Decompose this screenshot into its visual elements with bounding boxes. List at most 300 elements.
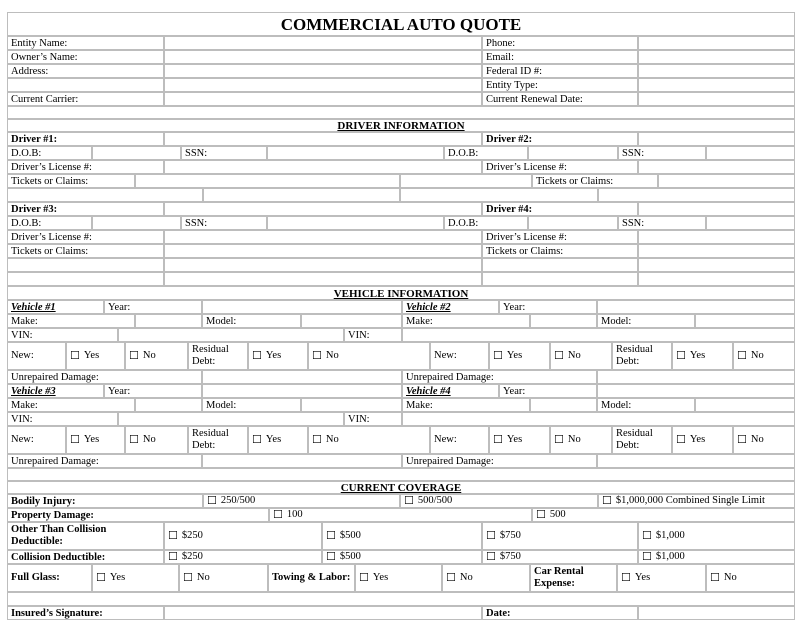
ssn-label (618, 146, 706, 160)
year-label-label: Year: (503, 302, 526, 313)
model-input[interactable] (301, 314, 402, 328)
entity-field-input[interactable] (164, 64, 482, 78)
entity-field-input[interactable] (638, 78, 795, 92)
checkbox-label: 500 (549, 509, 566, 520)
entity-field-label-label: Entity Type: (486, 80, 538, 91)
driver-name-input[interactable] (638, 132, 795, 146)
make-input[interactable] (135, 398, 202, 412)
dob-input[interactable] (92, 216, 181, 230)
checkbox-label: Yes (506, 434, 523, 445)
unrepaired-damage-label-label: Unrepaired Damage: (11, 372, 99, 383)
new-label (430, 342, 489, 370)
license-label-label: Driver’s License #: (486, 232, 567, 243)
year-input[interactable] (202, 300, 402, 314)
checkbox[interactable]: ☐ (493, 349, 503, 362)
checkbox[interactable]: ☐ (129, 433, 139, 446)
checkbox-label: 100 (286, 509, 303, 520)
unrepaired-damage-input[interactable] (597, 454, 795, 468)
unrepaired-damage-input[interactable] (597, 370, 795, 384)
car-rental-label (530, 564, 617, 592)
residual-debt-label (612, 426, 672, 454)
residual-debt-label (612, 342, 672, 370)
checkbox[interactable]: ☐ (252, 433, 262, 446)
checkbox-label: No (325, 434, 339, 445)
residual-debt-label-label: Residual Debt: (192, 344, 229, 367)
dob-input[interactable] (528, 146, 618, 160)
license-label (482, 230, 638, 244)
debt-no-option (733, 342, 795, 370)
entity-field-input[interactable] (164, 36, 482, 50)
debt-no-option (308, 342, 430, 370)
checkbox-label: $250 (181, 551, 203, 562)
vin-input[interactable] (118, 328, 344, 342)
checkbox[interactable]: ☐ (737, 349, 747, 362)
make-input[interactable] (530, 398, 597, 412)
vehicle-label (402, 300, 499, 314)
year-input[interactable] (597, 300, 795, 314)
pd-option (269, 508, 532, 522)
new-yes-option (66, 426, 125, 454)
entity-field-label-label: Address: (11, 66, 49, 77)
tickets-input[interactable] (7, 272, 164, 286)
model-label-label: Model: (601, 400, 632, 411)
residual-debt-label-label: Residual Debt: (616, 428, 653, 451)
checkbox-label: $1,000 (655, 530, 685, 541)
entity-field-label (7, 50, 164, 64)
make-label-label: Make: (406, 400, 433, 411)
checkbox[interactable]: ☐ (621, 571, 631, 584)
collision-deductible-option (164, 550, 322, 564)
dob-input[interactable] (528, 216, 618, 230)
checkbox-label: Yes (506, 350, 523, 361)
make-label-label: Make: (406, 316, 433, 327)
entity-field-input[interactable] (164, 92, 482, 106)
checkbox[interactable]: ☐ (312, 349, 322, 362)
tickets-label (7, 244, 164, 258)
ssn-label-label: SSN: (622, 148, 645, 159)
checkbox[interactable]: ☐ (554, 349, 564, 362)
tickets-input[interactable] (7, 188, 203, 202)
ssn-input[interactable] (706, 146, 795, 160)
entity-field-label-label: Email: (486, 52, 514, 63)
year-input[interactable] (202, 384, 402, 398)
entity-field-label (482, 78, 638, 92)
driver-name-input[interactable] (638, 202, 795, 216)
checkbox-label: Yes (109, 572, 126, 583)
checkbox-label: Yes (372, 572, 389, 583)
section-heading-vehicle (7, 286, 795, 300)
checkbox[interactable]: ☐ (676, 349, 686, 362)
signature-label-label: Insured’s Signature: (11, 608, 103, 619)
vin-label-label: VIN: (11, 414, 33, 425)
tickets-input[interactable] (638, 244, 795, 258)
checkbox[interactable]: ☐ (96, 571, 106, 584)
checkbox[interactable]: ☐ (554, 433, 564, 446)
unrepaired-damage-label (402, 454, 597, 468)
form-title-label: COMMERCIAL AUTO QUOTE (280, 15, 522, 34)
license-label-label: Driver’s License #: (486, 162, 567, 173)
checkbox-label: No (196, 572, 210, 583)
vehicle-label (402, 384, 499, 398)
unrepaired-damage-input[interactable] (202, 454, 402, 468)
checkbox-label: Yes (265, 434, 282, 445)
driver-label (7, 132, 164, 146)
make-label (402, 398, 530, 412)
year-label (104, 300, 202, 314)
section-heading-driver-label: DRIVER INFORMATION (337, 120, 465, 132)
bodily-injury-label-label: Bodily Injury: (11, 496, 76, 507)
checkbox[interactable]: ☐ (70, 349, 80, 362)
driver-name-input[interactable] (164, 202, 482, 216)
checkbox-label: No (142, 350, 156, 361)
residual-debt-label-label: Residual Debt: (192, 428, 229, 451)
driver-label-label: Driver #3: (11, 204, 58, 215)
new-label (7, 426, 66, 454)
collision-deductible-label-label: Collision Deductible: (11, 552, 106, 563)
checkbox-label: $500 (339, 551, 361, 562)
year-input[interactable] (597, 384, 795, 398)
unrepaired-damage-label-label: Unrepaired Damage: (406, 372, 494, 383)
bi-option (400, 494, 598, 508)
vehicle-label-label: Vehicle #3 (11, 386, 56, 397)
towing-label-label: Towing & Labor: (272, 572, 351, 583)
tickets-input[interactable] (638, 272, 795, 286)
full-glass-label (7, 564, 92, 592)
driver-label (482, 132, 638, 146)
unrepaired-damage-input[interactable] (202, 370, 402, 384)
vin-input[interactable] (118, 412, 344, 426)
checkbox-label: Yes (689, 350, 706, 361)
otc-deductible-option (482, 522, 638, 550)
entity-field-input[interactable] (638, 36, 795, 50)
license-input[interactable] (638, 160, 795, 174)
vin-label (344, 328, 402, 342)
ssn-label-label: SSN: (185, 148, 208, 159)
checkbox[interactable]: ☐ (326, 550, 336, 563)
year-label (499, 384, 597, 398)
collision-deductible-option (638, 550, 795, 564)
tickets-input[interactable] (164, 258, 482, 272)
driver-label-label: Driver #1: (11, 134, 58, 145)
checkbox[interactable]: ☐ (446, 571, 456, 584)
tickets-input[interactable] (135, 174, 400, 188)
checkbox-label: No (723, 572, 737, 583)
entity-field-input[interactable] (638, 92, 795, 106)
vehicle-label-label: Vehicle #2 (406, 302, 451, 313)
vehicle-label-label: Vehicle #4 (406, 386, 451, 397)
debt-yes-option (248, 426, 308, 454)
ssn-input[interactable] (706, 216, 795, 230)
property-damage-label (7, 508, 269, 522)
debt-yes-option (248, 342, 308, 370)
checkbox-label: Yes (265, 350, 282, 361)
tickets-label (532, 174, 658, 188)
collision-deductible-option (322, 550, 482, 564)
ssn-label-label: SSN: (185, 218, 208, 229)
bodily-injury-label (7, 494, 203, 508)
tickets-label (482, 244, 638, 258)
tickets-label-label: Tickets or Claims: (486, 246, 564, 257)
form-title (7, 12, 795, 36)
entity-field-label (7, 92, 164, 106)
checkbox-label: $1,000 (655, 551, 685, 562)
unrepaired-damage-label-label: Unrepaired Damage: (11, 456, 99, 467)
entity-field-label (7, 78, 164, 92)
new-label (7, 342, 66, 370)
checkbox[interactable]: ☐ (168, 550, 178, 563)
year-label-label: Year: (108, 302, 131, 313)
driver-label (7, 202, 164, 216)
full-glass-no-option (179, 564, 268, 592)
otc-deductible-label (7, 522, 164, 550)
ssn-input[interactable] (267, 216, 444, 230)
towing-no-option (442, 564, 530, 592)
tickets-input[interactable] (400, 188, 598, 202)
make-input[interactable] (530, 314, 597, 328)
checkbox[interactable]: ☐ (602, 494, 612, 507)
make-label (7, 314, 135, 328)
residual-debt-label-label: Residual Debt: (616, 344, 653, 367)
spacer-row (7, 592, 795, 606)
otc-deductible-label-label: Other Than Collision Deductible: (11, 524, 107, 547)
entity-field-label-label: Current Renewal Date: (486, 94, 583, 105)
model-input[interactable] (695, 314, 795, 328)
new-label-label: New: (434, 434, 457, 445)
ssn-input[interactable] (267, 146, 444, 160)
checkbox[interactable]: ☐ (676, 433, 686, 446)
vin-input[interactable] (402, 412, 795, 426)
checkbox[interactable]: ☐ (710, 571, 720, 584)
checkbox-label: $500 (339, 530, 361, 541)
unrepaired-damage-label-label: Unrepaired Damage: (406, 456, 494, 467)
dob-label-label: D.O.B: (448, 218, 479, 229)
checkbox-label: No (459, 572, 473, 583)
driver-name-input[interactable] (164, 132, 482, 146)
vin-label (344, 412, 402, 426)
section-heading-driver (7, 118, 795, 132)
section-heading-vehicle-label: VEHICLE INFORMATION (333, 288, 469, 300)
vin-label (7, 328, 118, 342)
new-no-option (125, 426, 188, 454)
checkbox[interactable]: ☐ (168, 529, 178, 542)
new-no-option (550, 426, 612, 454)
checkbox-label: 250/500 (220, 495, 256, 506)
dob-label (7, 146, 92, 160)
checkbox[interactable]: ☐ (252, 349, 262, 362)
checkbox-label: $750 (499, 551, 521, 562)
tickets-input[interactable] (482, 272, 638, 286)
debt-no-option (733, 426, 795, 454)
ssn-label (181, 216, 267, 230)
checkbox-label: Yes (689, 434, 706, 445)
checkbox[interactable]: ☐ (70, 433, 80, 446)
entity-field-label (7, 64, 164, 78)
vehicle-label (7, 384, 104, 398)
vin-input[interactable] (402, 328, 795, 342)
car-rental-yes-option (617, 564, 706, 592)
signature-input[interactable] (164, 606, 482, 620)
towing-yes-option (355, 564, 442, 592)
checkbox[interactable]: ☐ (737, 433, 747, 446)
make-label-label: Make: (11, 400, 38, 411)
entity-field-input[interactable] (638, 50, 795, 64)
unrepaired-damage-label (7, 454, 202, 468)
collision-deductible-label (7, 550, 164, 564)
checkbox-label: No (750, 350, 764, 361)
model-label (597, 398, 695, 412)
tickets-input[interactable] (164, 244, 482, 258)
checkbox[interactable]: ☐ (183, 571, 193, 584)
date-input[interactable] (638, 606, 795, 620)
entity-field-label-label: Current Carrier: (11, 94, 79, 105)
checkbox-label: No (750, 434, 764, 445)
collision-deductible-option (482, 550, 638, 564)
checkbox-label: Yes (83, 350, 100, 361)
make-label (7, 398, 135, 412)
tickets-input[interactable] (658, 174, 795, 188)
entity-field-input[interactable] (164, 78, 482, 92)
checkbox-label: No (567, 434, 581, 445)
car-rental-label-label: Car Rental Expense: (534, 566, 584, 589)
debt-yes-option (672, 342, 733, 370)
vehicle-label-label: Vehicle #1 (11, 302, 56, 313)
new-no-option (125, 342, 188, 370)
year-label (499, 300, 597, 314)
residual-debt-label (188, 342, 248, 370)
entity-field-label (482, 92, 638, 106)
checkbox[interactable]: ☐ (359, 571, 369, 584)
new-yes-option (66, 342, 125, 370)
checkbox[interactable]: ☐ (129, 349, 139, 362)
checkbox[interactable]: ☐ (642, 529, 652, 542)
model-label-label: Model: (206, 316, 237, 327)
tickets-input[interactable] (598, 188, 795, 202)
debt-no-option (308, 426, 430, 454)
tickets-label-label: Tickets or Claims: (536, 176, 614, 187)
tickets-label-label: Tickets or Claims: (11, 176, 89, 187)
tickets-input[interactable] (400, 174, 532, 188)
vin-label-label: VIN: (11, 330, 33, 341)
driver-label-label: Driver #4: (486, 204, 533, 215)
make-input[interactable] (135, 314, 202, 328)
dob-label (444, 146, 528, 160)
model-input[interactable] (695, 398, 795, 412)
license-input[interactable] (638, 230, 795, 244)
entity-field-input[interactable] (638, 64, 795, 78)
section-heading-coverage-label: CURRENT COVERAGE (340, 482, 462, 494)
checkbox[interactable]: ☐ (326, 529, 336, 542)
full-glass-yes-option (92, 564, 179, 592)
tickets-input[interactable] (638, 258, 795, 272)
new-label-label: New: (434, 350, 457, 361)
new-yes-option (489, 342, 550, 370)
model-label-label: Model: (601, 316, 632, 327)
year-label (104, 384, 202, 398)
checkbox[interactable]: ☐ (312, 433, 322, 446)
entity-field-label (482, 64, 638, 78)
checkbox-label: No (567, 350, 581, 361)
checkbox[interactable]: ☐ (486, 529, 496, 542)
entity-field-label-label: Federal ID #: (486, 66, 542, 77)
license-label (7, 160, 164, 174)
entity-field-label (7, 36, 164, 50)
license-label (7, 230, 164, 244)
checkbox-label: $1,000,000 Combined Single Limit (615, 495, 765, 506)
tickets-label (7, 174, 135, 188)
vin-label-label: VIN: (348, 414, 370, 425)
dob-label-label: D.O.B: (11, 148, 42, 159)
date-label-label: Date: (486, 608, 511, 619)
tickets-input[interactable] (203, 188, 400, 202)
debt-yes-option (672, 426, 733, 454)
checkbox[interactable]: ☐ (493, 433, 503, 446)
license-input[interactable] (164, 160, 482, 174)
property-damage-label-label: Property Damage: (11, 510, 94, 521)
otc-deductible-option (638, 522, 795, 550)
new-label-label: New: (11, 350, 34, 361)
entity-field-input[interactable] (164, 50, 482, 64)
license-input[interactable] (164, 230, 482, 244)
unrepaired-damage-label (7, 370, 202, 384)
car-rental-no-option (706, 564, 795, 592)
new-yes-option (489, 426, 550, 454)
model-label (202, 314, 301, 328)
checkbox[interactable]: ☐ (273, 508, 283, 521)
entity-field-label (482, 36, 638, 50)
checkbox-label: $250 (181, 530, 203, 541)
checkbox[interactable]: ☐ (536, 508, 546, 521)
new-label-label: New: (11, 434, 34, 445)
license-label (482, 160, 638, 174)
make-label-label: Make: (11, 316, 38, 327)
vin-label (7, 412, 118, 426)
checkbox-label: $750 (499, 530, 521, 541)
entity-field-label-label: Owner’s Name: (11, 52, 78, 63)
checkbox[interactable]: ☐ (404, 494, 414, 507)
driver-label (482, 202, 638, 216)
vehicle-label (7, 300, 104, 314)
model-input[interactable] (301, 398, 402, 412)
tickets-label-label: Tickets or Claims: (11, 246, 89, 257)
ssn-label-label: SSN: (622, 218, 645, 229)
driver-label-label: Driver #2: (486, 134, 533, 145)
signature-label (7, 606, 164, 620)
bi-option (598, 494, 795, 508)
year-label-label: Year: (503, 386, 526, 397)
dob-input[interactable] (92, 146, 181, 160)
checkbox-label: No (142, 434, 156, 445)
checkbox[interactable]: ☐ (486, 550, 496, 563)
checkbox[interactable]: ☐ (642, 550, 652, 563)
checkbox[interactable]: ☐ (207, 494, 217, 507)
license-label-label: Driver’s License #: (11, 162, 92, 173)
tickets-input[interactable] (482, 258, 638, 272)
checkbox-label: No (325, 350, 339, 361)
date-label (482, 606, 638, 620)
tickets-input[interactable] (7, 258, 164, 272)
model-label-label: Model: (206, 400, 237, 411)
model-label (597, 314, 695, 328)
bi-option (203, 494, 400, 508)
dob-label-label: D.O.B: (448, 148, 479, 159)
checkbox-label: Yes (83, 434, 100, 445)
section-heading-coverage (7, 480, 795, 494)
ssn-label (618, 216, 706, 230)
model-label (202, 398, 301, 412)
entity-field-label (482, 50, 638, 64)
pd-option (532, 508, 795, 522)
tickets-input[interactable] (164, 272, 482, 286)
